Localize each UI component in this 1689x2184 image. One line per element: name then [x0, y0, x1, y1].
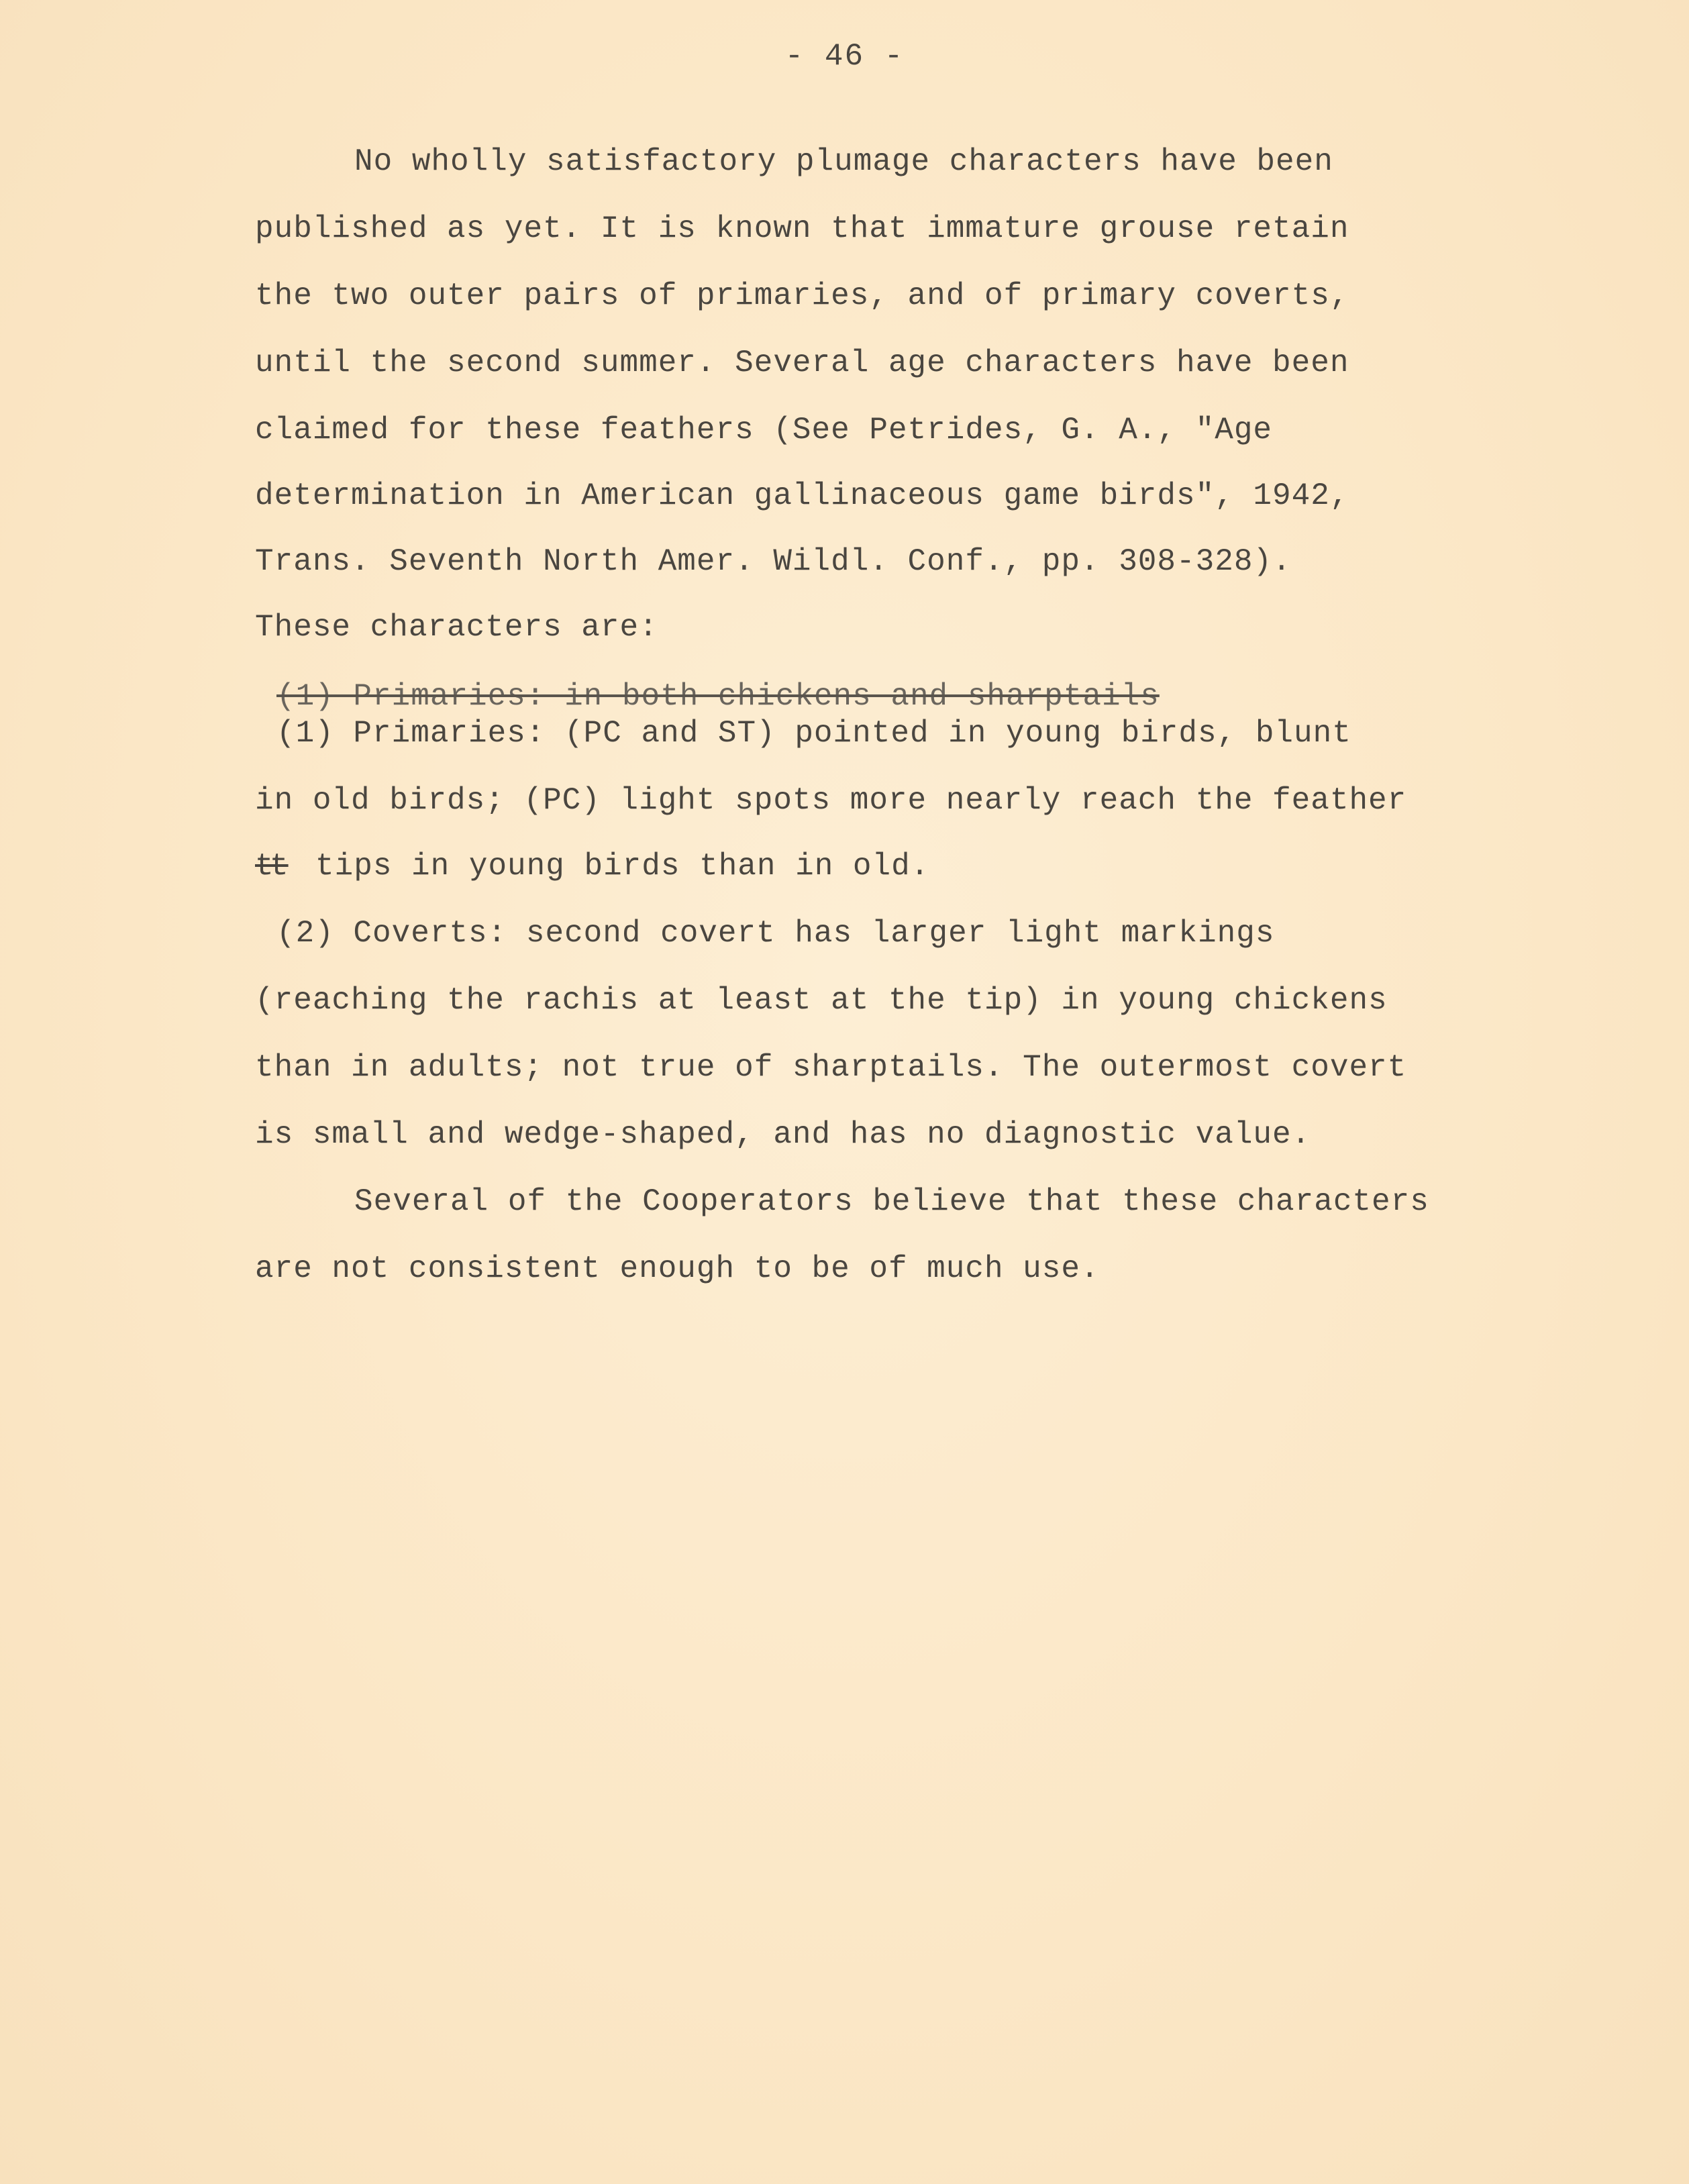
paragraph-line: These characters are: [255, 610, 658, 645]
document-page: - 46 - No wholly satisfactory plumage characters have been published as yet. It is known that immature grouse retain the two outer pairs of primaries, and of primary coverts, until the second summer. Several age characters have been claimed for these feathers (See Petrides, G. A., "Age determination in American gallinaceous game birds", 1942, Trans. Seventh North Amer. Wildl. Conf., pp. 308-328). These characters are: (1) Primaries: in both chickens and sharptails (1) Primaries: (PC and ST) pointed in young birds, blunt in old birds; (PC) light spots more nearly reach the feather t t tips in young birds than in old. (2) Coverts: second covert has larger light markings (reaching the rachis at least at the tip) in young chickens than in adults; not true of sharptails. The outermost covert is small and wedge-shaped, and has no diagnostic value. Several of the Cooperators believe that these characters are not consistent enough to be of much use. [0, 0, 1689, 2184]
list-item-line: is small and wedge-shaped, and has no diagnostic value. [255, 1117, 1311, 1152]
list-item-line: in old birds; (PC) light spots more nearly reach the feather [255, 783, 1407, 818]
paragraph-line: claimed for these feathers (See Petrides, G. A., "Age [255, 413, 1273, 448]
list-item-line: (2) Coverts: second covert has larger light markings [276, 916, 1275, 951]
struck-out-line: (1) Primaries: in both chickens and sharptails [276, 679, 1160, 714]
paragraph-line: until the second summer. Several age characters have been [255, 346, 1349, 380]
list-item-line: (1) Primaries: (PC and ST) pointed in young birds, blunt [276, 716, 1351, 751]
paragraph-line: the two outer pairs of primaries, and of primary coverts, [255, 278, 1349, 313]
list-item-line: than in adults; not true of sharptails. The outermost covert [255, 1050, 1407, 1085]
page-number: - 46 - [784, 39, 905, 74]
paragraph-line: are not consistent enough to be of much use. [255, 1251, 1100, 1286]
paragraph-line: No wholly satisfactory plumage characters have been [354, 144, 1333, 179]
paragraph-line: published as yet. It is known that immature grouse retain [255, 211, 1349, 246]
list-item-line: tips in young birds than in old. [315, 849, 930, 884]
paragraph-line: Several of the Cooperators believe that these characters [354, 1184, 1429, 1219]
paragraph-line: Trans. Seventh North Amer. Wildl. Conf., pp. 308-328). [255, 544, 1292, 579]
list-item-line: (reaching the rachis at least at the tip) in young chickens [255, 983, 1388, 1018]
paragraph-line: determination in American gallinaceous game birds", 1942, [255, 478, 1349, 513]
